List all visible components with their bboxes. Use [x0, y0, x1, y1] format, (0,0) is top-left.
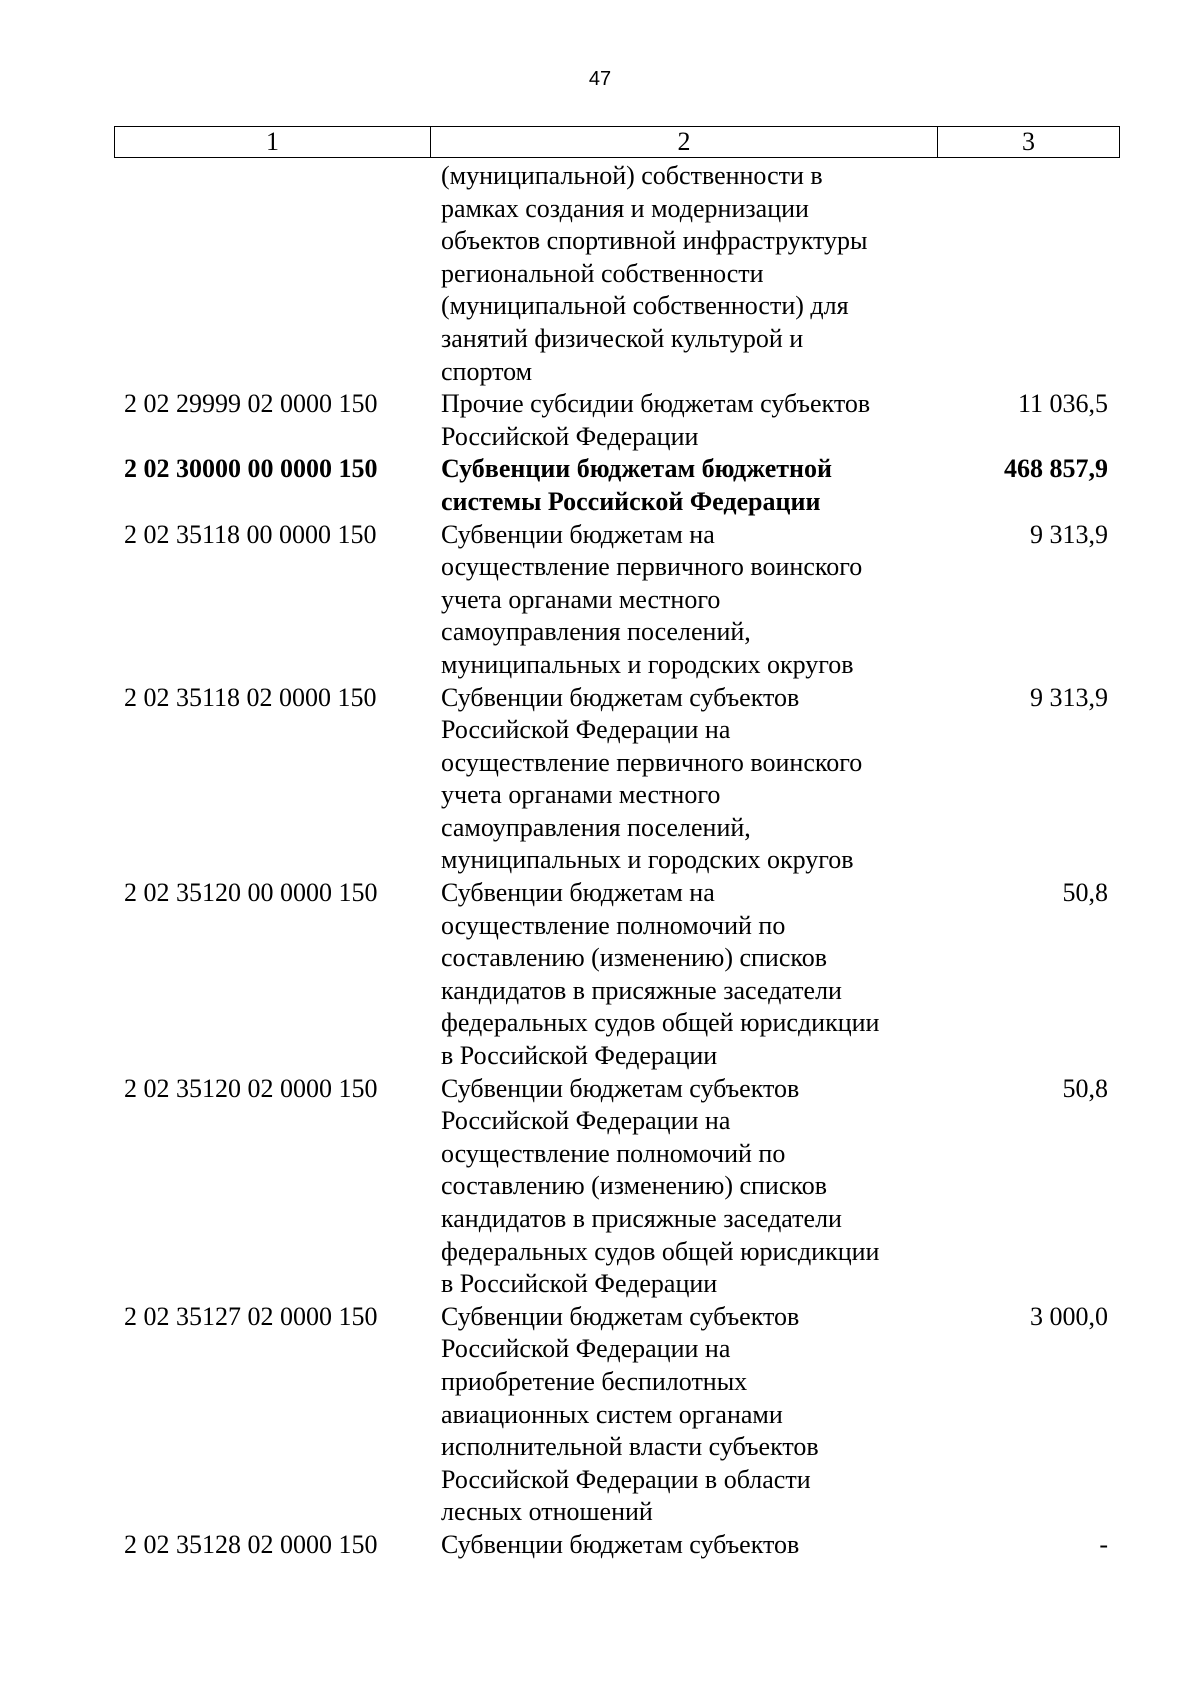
table-header [114, 126, 1120, 158]
table-row [114, 682, 1120, 878]
row-code: 2 02 35128 02 0000 150 [124, 1529, 378, 1559]
table-row [114, 160, 1120, 388]
row-name-line: Субвенции бюджетам субъектов [441, 682, 800, 712]
row-name-line: региональной собственности [441, 258, 764, 288]
row-name-line: осуществление полномочий по [441, 910, 786, 940]
row-code: 2 02 35120 00 0000 150 [124, 878, 378, 908]
row-name [441, 1529, 937, 1562]
row-name [441, 1073, 937, 1301]
row-name-line: самоуправления поселений, [441, 617, 751, 647]
row-code: 2 02 35118 00 0000 150 [124, 519, 377, 549]
header-col-1: 1 [115, 127, 431, 157]
table-row [114, 453, 1120, 518]
row-name [441, 1301, 937, 1529]
page-number: 47 [588, 68, 612, 90]
row-code: 2 02 35127 02 0000 150 [124, 1301, 378, 1331]
row-name [441, 682, 937, 878]
row-code: 2 02 35120 02 0000 150 [124, 1073, 378, 1103]
row-code: 2 02 35118 02 0000 150 [124, 682, 377, 712]
row-name-line: составлению (изменению) списков [441, 943, 827, 973]
row-name-line: Субвенции бюджетам субъектов [441, 1529, 800, 1559]
row-amount: 9 313,9 [1030, 682, 1108, 712]
row-name [441, 453, 937, 518]
row-name-line: Российской Федерации на [441, 1334, 731, 1364]
header-col-2: 2 [431, 127, 938, 157]
row-name-line: Субвенции бюджетам субъектов [441, 1073, 800, 1103]
table-row [114, 1073, 1120, 1301]
row-code [114, 160, 441, 388]
row-name-line: рамках создания и модернизации [441, 193, 809, 223]
row-name-line: (муниципальной) собственности в [441, 161, 823, 190]
row-name-line: исполнительной власти субъектов [441, 1432, 819, 1462]
row-name-line: Субвенции бюджетам субъектов [441, 1301, 800, 1331]
table-row [114, 1301, 1120, 1529]
row-name-line: в Российской Федерации [441, 1041, 718, 1071]
row-name-line: осуществление первичного воинского [441, 747, 863, 777]
row-amount: 50,8 [1062, 878, 1108, 908]
row-name-line: федеральных судов общей юрисдикции [441, 1008, 880, 1038]
row-name-line: системы Российской Федерации [441, 486, 821, 516]
header-col-3: 3 [1022, 127, 1035, 156]
row-name-line: Российской Федерации [441, 421, 699, 451]
row-name-line: муниципальных и городских округов [441, 845, 854, 875]
row-name-line: кандидатов в присяжные заседатели [441, 975, 842, 1005]
row-name-line: приобретение беспилотных [441, 1366, 748, 1396]
row-amount [937, 160, 1120, 388]
table-row [114, 388, 1120, 453]
row-amount: 50,8 [1062, 1073, 1108, 1103]
row-name-line: Субвенции бюджетам бюджетной [441, 454, 832, 484]
table-row [114, 519, 1120, 682]
row-code: 2 02 30000 00 0000 150 [124, 454, 378, 484]
row-name-line: составлению (изменению) списков [441, 1171, 827, 1201]
table-row [114, 877, 1120, 1073]
row-name-line: Российской Федерации в области [441, 1464, 811, 1494]
row-name-line: в Российской Федерации [441, 1269, 718, 1299]
row-amount: 468 857,9 [1004, 454, 1108, 484]
row-name-line: Российской Федерации на [441, 1106, 731, 1136]
row-amount: 3 000,0 [1030, 1301, 1108, 1331]
row-amount: - [1099, 1529, 1108, 1559]
row-name-line: муниципальных и городских округов [441, 649, 854, 679]
row-name-line: объектов спортивной инфраструктуры [441, 226, 868, 256]
row-code: 2 02 29999 02 0000 150 [124, 389, 378, 419]
table-row [114, 1529, 1120, 1562]
row-name-line: лесных отношений [441, 1497, 653, 1527]
row-name-line: федеральных судов общей юрисдикции [441, 1236, 880, 1266]
row-name-line: самоуправления поселений, [441, 812, 751, 842]
row-name-line: Субвенции бюджетам на [441, 519, 715, 549]
row-name-line: учета органами местного [441, 780, 721, 810]
row-name [441, 160, 937, 388]
table-body [114, 160, 1120, 1562]
row-name-line: авиационных систем органами [441, 1399, 783, 1429]
row-name-line: кандидатов в присяжные заседатели [441, 1204, 842, 1233]
row-name-line: Российской Федерации на [441, 715, 731, 745]
row-name-line: осуществление полномочий по [441, 1138, 786, 1168]
row-name [441, 877, 937, 1073]
row-name [441, 388, 937, 453]
row-name-line: учета органами местного [441, 584, 721, 614]
row-name-line: занятий физической культурой и [441, 323, 804, 353]
row-name-line: спортом [441, 356, 533, 386]
row-name-line: (муниципальной собственности) для [441, 291, 849, 321]
row-amount: 9 313,9 [1030, 519, 1108, 549]
row-name-line: осуществление первичного воинского [441, 552, 863, 582]
row-name-line: Прочие субсидии бюджетам субъектов [441, 389, 871, 419]
row-amount: 11 036,5 [1017, 389, 1108, 419]
row-name [441, 519, 937, 682]
row-name-line: Субвенции бюджетам на [441, 878, 715, 908]
